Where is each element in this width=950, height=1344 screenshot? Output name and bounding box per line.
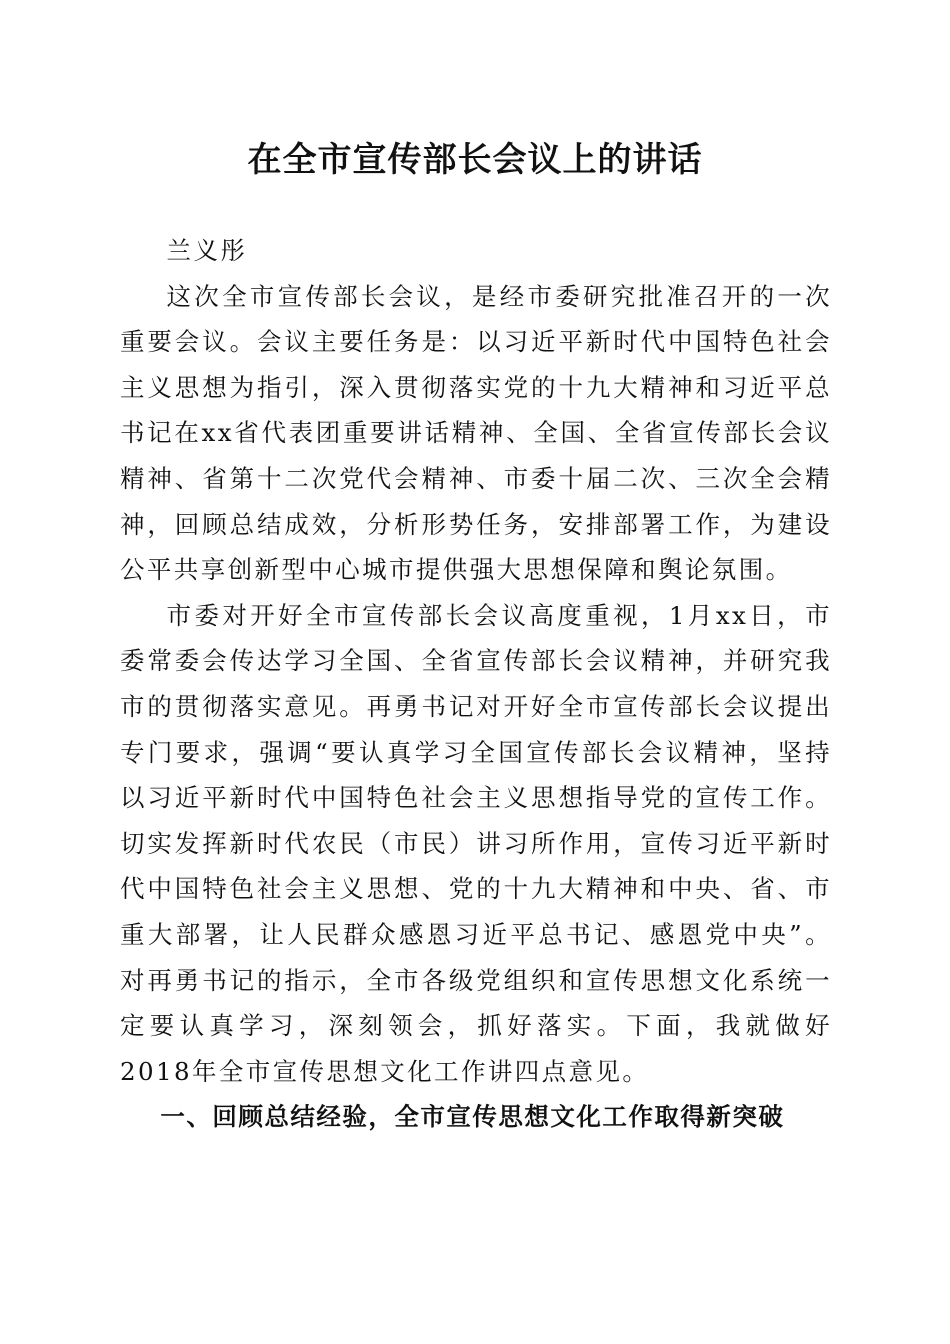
author-name: 兰义彤 [166, 236, 248, 265]
paragraph-intro: 这次全市宣传部长会议，是经市委研究批准召开的一次重要会议。会议主要任务是：以习近平新时代中国特色社会主义思想为指引，深入贯彻落实党的十九大精神和习近平总书记在xx省代表团重要讲话精神、全国、全省宣传部长会议精神、省第十二次党代会精神、市委十届二次、三次全会精神，回顾总结成效，分析形势任务，安排部署工作，为建设公平共享创新型中心城市提供强大思想保障和舆论氛围。 [120, 281, 832, 585]
document-title: 在全市宣传部长会议上的讲话 [247, 140, 703, 180]
document-body [120, 228, 832, 1140]
paragraph-municipal-committee: 市委对开好全市宣传部长会议高度重视，1月xx日，市委常委会传达学习全国、全省宣传部长会议精神，并研究我市的贯彻落实意见。再勇书记对开好全市宣传部长会议提出专门要求，强调“要认真学习全国宣传部长会议精神，坚持以习近平新时代中国特色社会主义思想指导党的宣传工作。切实发挥新时代农民（市民）讲习所作用，宣传习近平新时代中国特色社会主义思想、党的十九大精神和中央、省、市重大部署，让人民群众感恩习近平总书记、感恩党中央”。对再勇书记的指示，全市各级党组织和宣传思想文化系统一定要认真学习，深刻领会，抓好落实。下面，我就做好2018年全市宣传思想文化工作讲四点意见。 [120, 600, 832, 1086]
section-heading-1: 一、回顾总结经验，全市宣传思想文化工作取得新突破 [160, 1102, 785, 1132]
